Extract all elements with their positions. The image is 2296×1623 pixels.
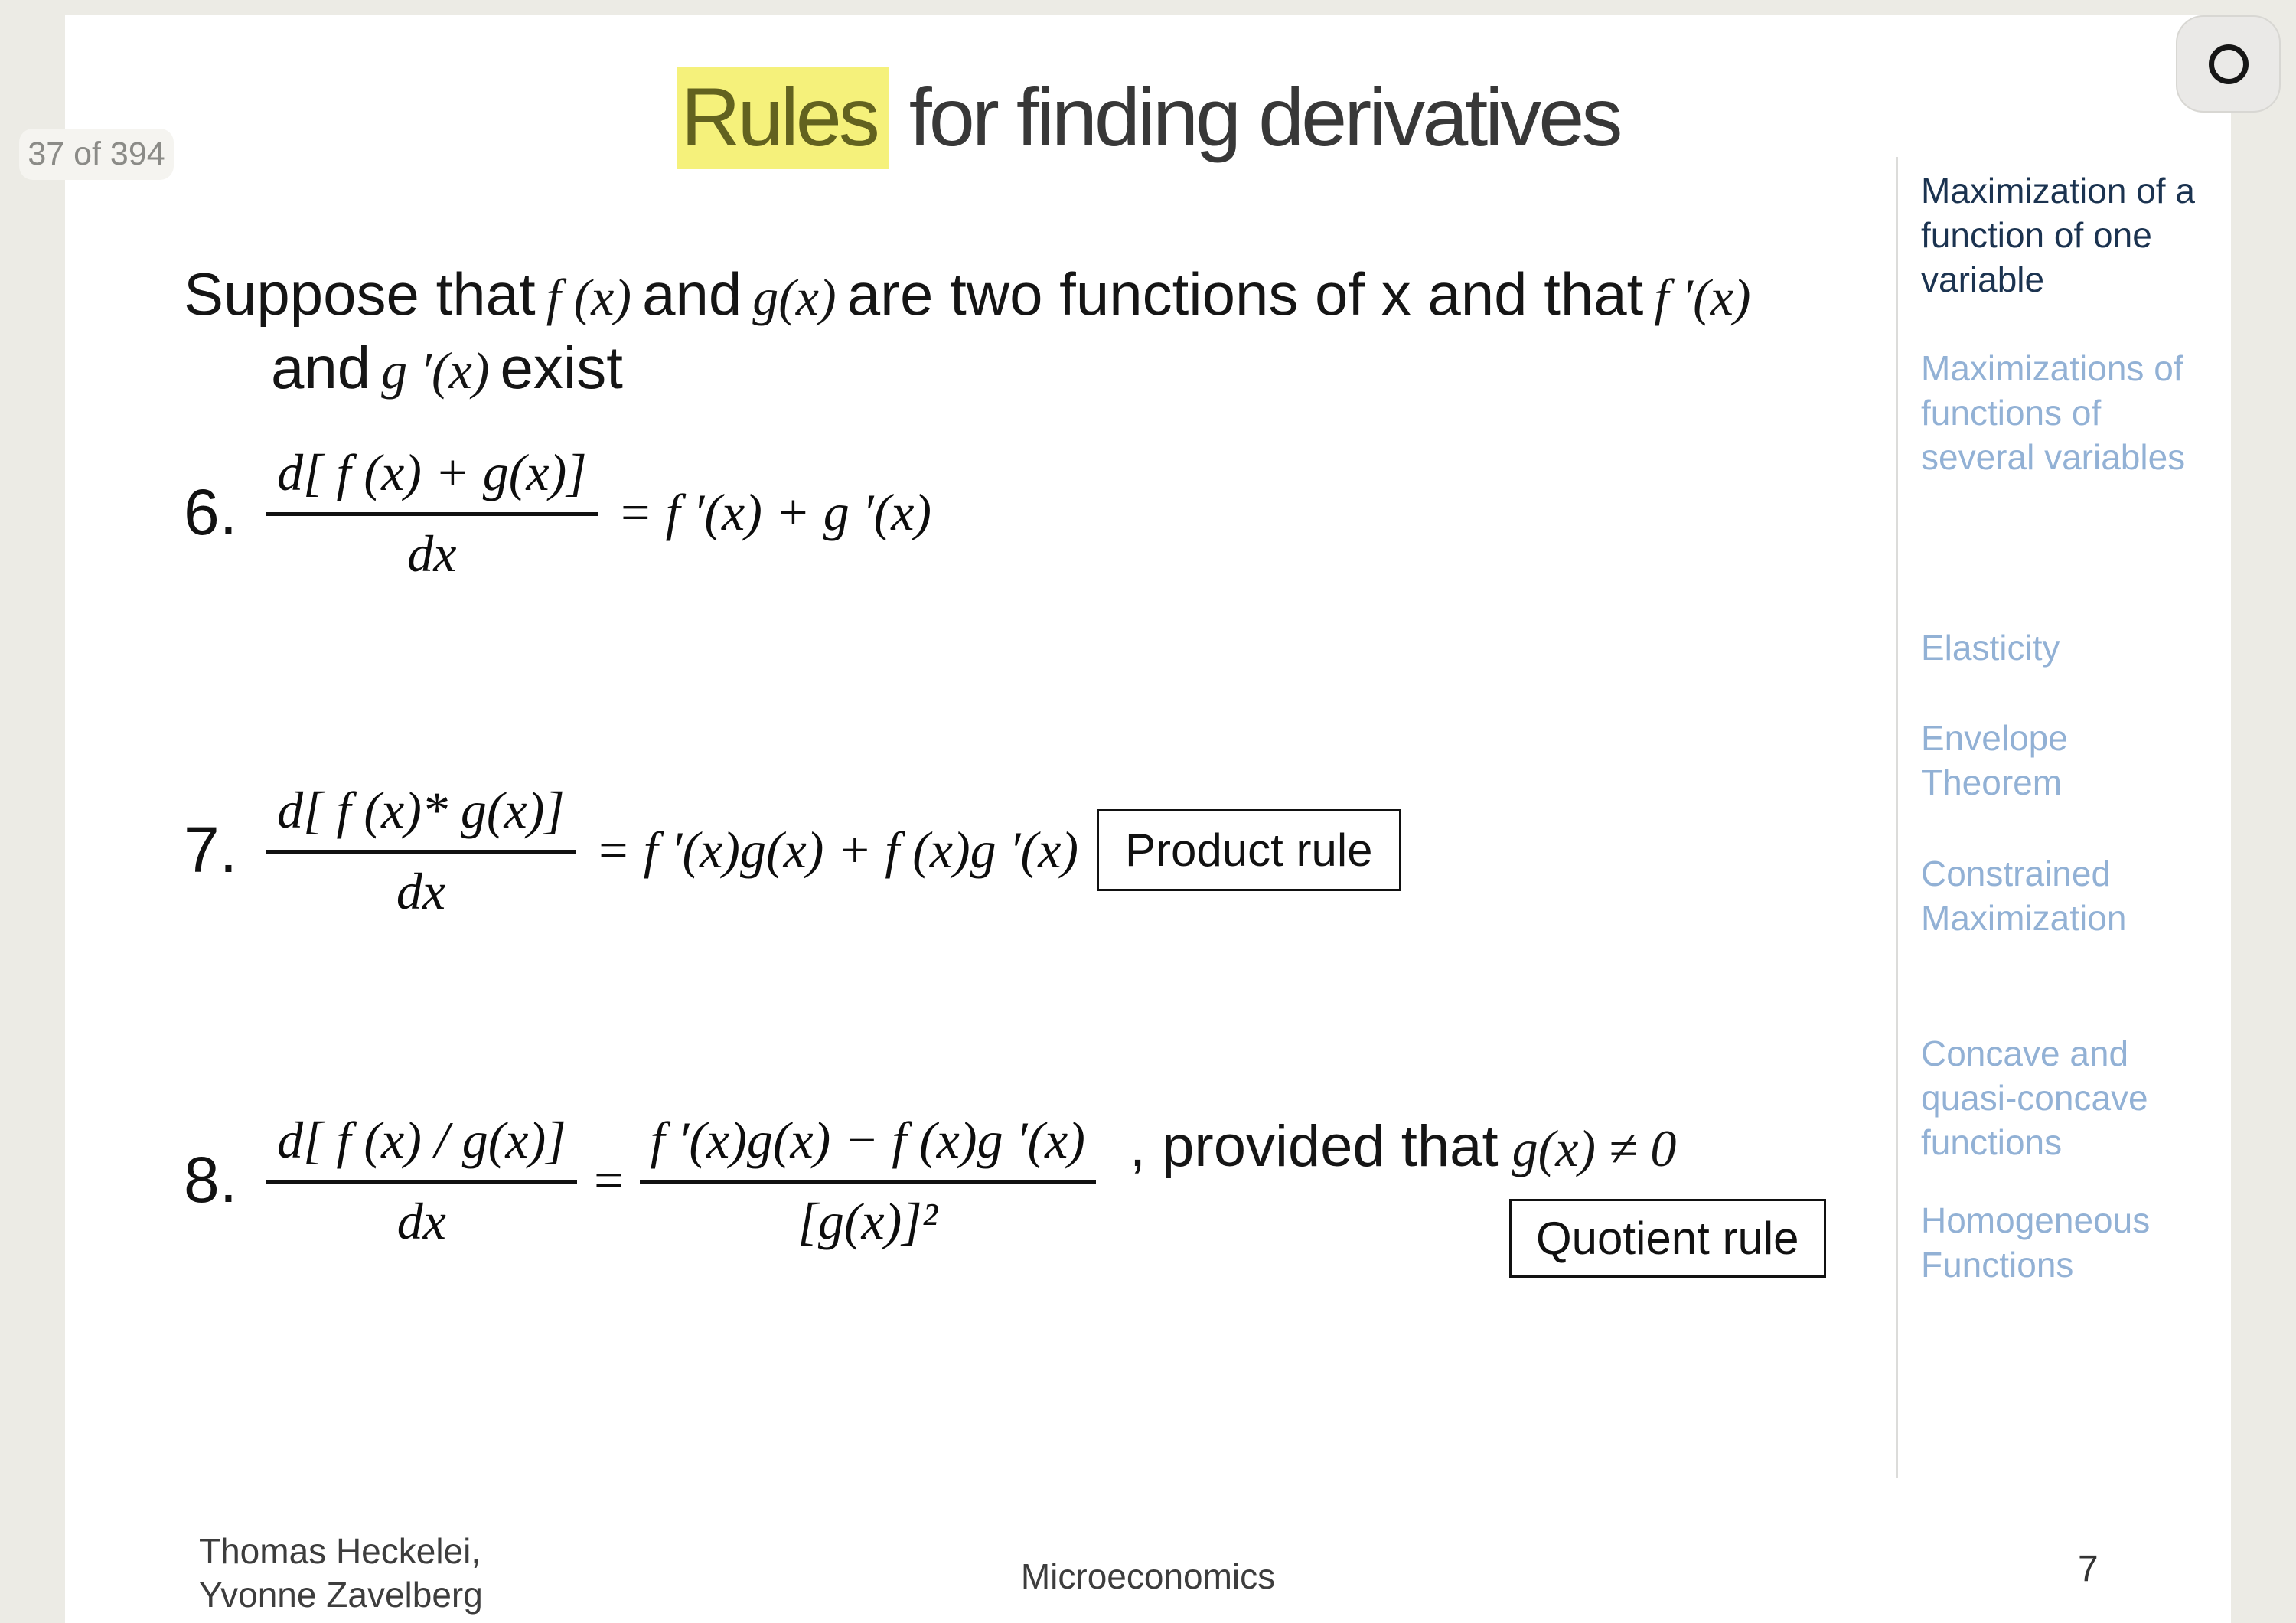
fraction-denominator: dx xyxy=(396,1192,446,1250)
intro-text: are two functions of x and that xyxy=(846,260,1644,328)
rule-right-hand-side: = f ′(x)g(x) + f (x)g ′(x) xyxy=(595,821,1079,879)
fraction-denominator: dx xyxy=(396,862,446,920)
intro-line-2 xyxy=(184,332,1762,406)
rule-6-sum-rule xyxy=(184,441,931,584)
quotient-rule-label-box: Quotient rule xyxy=(1509,1199,1826,1278)
fraction-numerator: d[ f (x)* g(x)] xyxy=(266,779,576,854)
fraction-denominator: [g(x)]² xyxy=(797,1192,938,1250)
footer-course-title: Microeconomics xyxy=(1020,1556,1276,1596)
circle-icon xyxy=(2209,44,2249,84)
math-g-not-zero: g(x) ≠ 0 xyxy=(1512,1119,1677,1177)
fraction xyxy=(266,1109,577,1252)
math-f-of-x: f (x) xyxy=(546,268,632,326)
circle-button[interactable] xyxy=(2176,15,2281,113)
fraction-numerator: d[ f (x) / g(x)] xyxy=(266,1109,577,1184)
slide-page-number: 7 xyxy=(2078,1549,2099,1589)
intro-text: exist xyxy=(500,334,623,401)
slide-page xyxy=(65,15,2231,1623)
fraction-numerator: d[ f (x) + g(x)] xyxy=(266,441,598,516)
intro-line-1 xyxy=(184,259,1762,332)
toc-link-elasticity[interactable]: Elasticity xyxy=(1921,628,2060,668)
fraction xyxy=(640,1109,1096,1252)
slide-title xyxy=(65,69,2231,165)
highlighted-word: Rules xyxy=(677,67,889,169)
fraction xyxy=(266,441,598,584)
toc-link-concave-functions[interactable]: Concave and quasi-concave functions xyxy=(1921,1034,2148,1162)
page-counter-badge: 37 of 394 xyxy=(19,129,174,180)
rule-number: 6. xyxy=(184,476,238,548)
slide-title-rest: for finding derivatives xyxy=(889,70,1620,163)
toc-link-homogeneous-functions[interactable]: Homogeneous Functions xyxy=(1921,1200,2151,1285)
intro-text: and xyxy=(271,334,371,401)
toc-link-maximizations-several-variables[interactable]: Maximizations of functions of several variables xyxy=(1921,348,2186,477)
rule-7-product-rule xyxy=(184,779,1401,922)
intro-text: and xyxy=(642,260,742,328)
footer-author-line-1: Thomas Heckelei, xyxy=(199,1531,481,1571)
rule-number: 8. xyxy=(184,1144,238,1216)
toc-link-envelope-theorem[interactable]: Envelope Theorem xyxy=(1921,718,2068,802)
rule-8-quotient-rule xyxy=(184,1109,1676,1252)
math-g-of-x: g(x) xyxy=(752,268,837,326)
rule-number: 7. xyxy=(184,814,238,886)
intro-paragraph xyxy=(184,259,1762,406)
footer-author-line-2: Yvonne Zavelberg xyxy=(199,1575,483,1615)
sidebar-divider xyxy=(1896,157,1898,1478)
math-g-prime: g ′(x) xyxy=(381,341,490,400)
intro-text: Suppose that xyxy=(184,260,536,328)
rule-right-hand-side: = f ′(x) + g ′(x) xyxy=(617,483,932,541)
product-rule-label-box: Product rule xyxy=(1097,809,1401,891)
note-text: , provided that xyxy=(1129,1114,1499,1179)
provided-that-note xyxy=(1130,1113,1676,1180)
fraction-denominator: dx xyxy=(407,524,457,583)
math-f-prime: f ′(x) xyxy=(1654,268,1751,326)
toc-link-constrained-maximization[interactable]: Constrained Maximization xyxy=(1921,854,2127,938)
fraction xyxy=(266,779,576,922)
toc-link-maximization-one-variable[interactable]: Maximization of a function of one variable xyxy=(1921,171,2195,299)
equals-sign: = xyxy=(590,1151,626,1209)
fraction-numerator: f ′(x)g(x) − f (x)g ′(x) xyxy=(640,1109,1096,1184)
